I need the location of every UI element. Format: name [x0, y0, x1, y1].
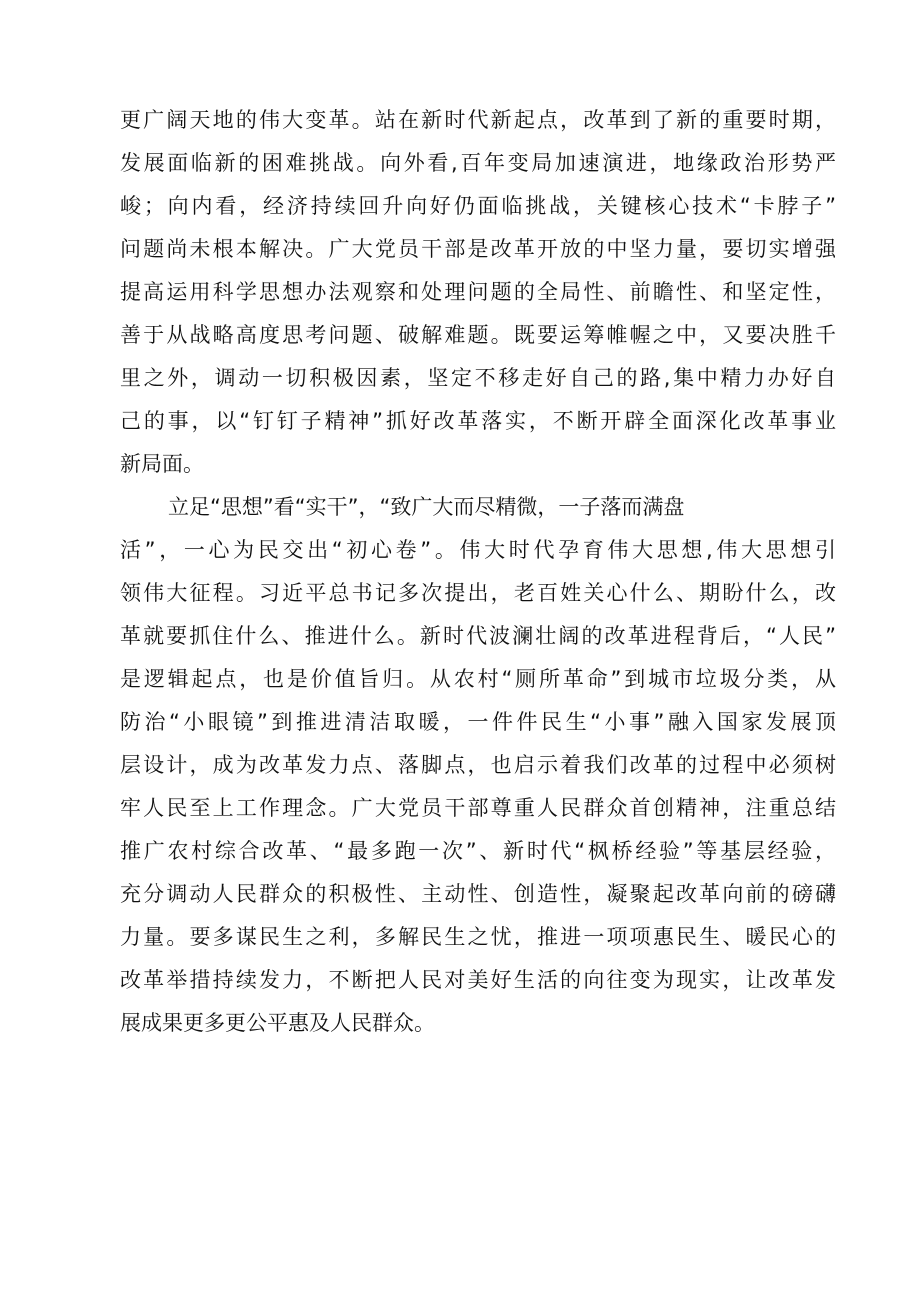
text-line: 峻；向内看，经济持续回升向好仍面临挑战，关键核心技术“卡脖子” [120, 194, 836, 218]
text-line: 革就要抓住什么、推进什么。新时代波澜壮阔的改革进程背后，“人民” [120, 624, 836, 648]
paragraph-1 [120, 99, 836, 486]
text-line: 问题尚未根本解决。广大党员干部是改革开放的中坚力量，要切实增强 [120, 237, 836, 261]
text-line: 展成果更多更公平惠及人民群众。 [120, 1011, 435, 1035]
text-line: 活”，一心为民交出“初心卷”。伟大时代孕育伟大思想,伟大思想引 [120, 538, 836, 562]
text-line: 推广农村综合改革、“最多跑一次”、新时代“枫桥经验”等基层经验， [120, 839, 836, 863]
text-line: 发展面临新的困难挑战。向外看,百年变局加速演进，地缘政治形势严 [120, 151, 836, 175]
text-line: 防治“小眼镜”到推进清洁取暖，一件件民生“小事”融入国家发展顶 [120, 710, 836, 734]
document-page [120, 99, 836, 1045]
text-line: 里之外，调动一切积极因素，坚定不移走好自己的路,集中精力办好自 [120, 366, 836, 390]
text-line: 改革举措持续发力，不断把人民对美好生活的向往变为现实，让改革发 [120, 968, 836, 992]
text-line: 己的事，以“钉钉子精神”抓好改革落实，不断开辟全面深化改革事业 [120, 409, 836, 433]
text-line: 更广阔天地的伟大变革。站在新时代新起点，改革到了新的重要时期， [120, 108, 836, 132]
text-line: 力量。要多谋民生之利，多解民生之忧，推进一项项惠民生、暖民心的 [120, 925, 836, 949]
paragraph-2 [120, 486, 836, 1045]
text-line: 新局面。 [120, 452, 204, 476]
text-line: 立足“思想”看“实干”，“致广大而尽精微，一子落而满盘 [168, 495, 685, 519]
text-line: 牢人民至上工作理念。广大党员干部尊重人民群众首创精神，注重总结 [120, 796, 836, 820]
text-line: 提高运用科学思想办法观察和处理问题的全局性、前瞻性、和坚定性， [120, 280, 836, 304]
text-line: 领伟大征程。习近平总书记多次提出，老百姓关心什么、期盼什么，改 [120, 581, 836, 605]
text-line: 层设计，成为改革发力点、落脚点，也启示着我们改革的过程中必须树 [120, 753, 836, 777]
text-line: 善于从战略高度思考问题、破解难题。既要运筹帷幄之中，又要决胜千 [120, 323, 836, 347]
text-line: 是逻辑起点，也是价值旨归。从农村“厕所革命”到城市垃圾分类，从 [120, 667, 836, 691]
text-line: 充分调动人民群众的积极性、主动性、创造性，凝聚起改革向前的磅礴 [120, 882, 836, 906]
